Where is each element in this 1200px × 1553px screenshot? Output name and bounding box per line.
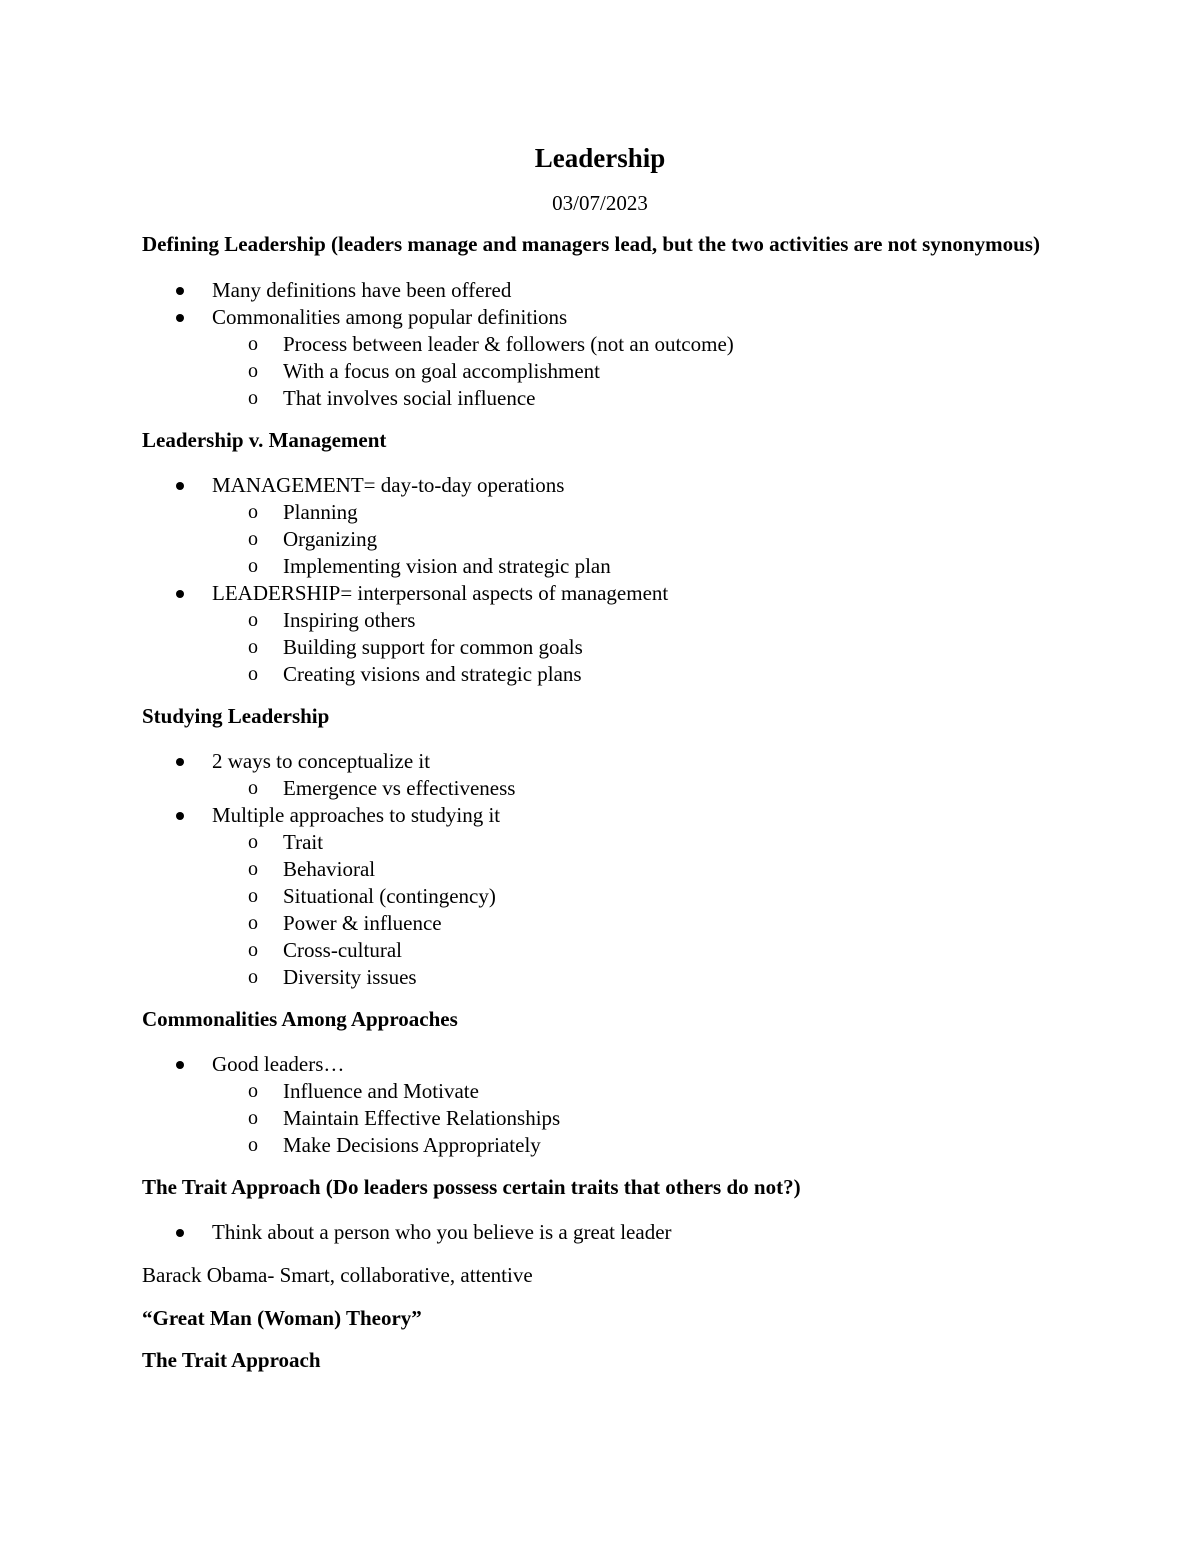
circle-bullet-icon: o	[248, 912, 258, 934]
sub-list-item: o Power & influence	[248, 911, 442, 935]
sub-bullet-list	[212, 499, 1042, 580]
circle-bullet-icon: o	[248, 333, 258, 355]
sub-list-item: o Creating visions and strategic plans	[248, 662, 582, 686]
list-item: Multiple approaches to studying it o Trait o Behavioral o Situational (contingency) o Power & influence o Cross-cultural o Diversity issues	[142, 802, 1042, 991]
circle-bullet-icon: o	[248, 858, 258, 880]
section-heading-defining-leadership: Defining Leadership (leaders manage and managers lead, but the two activities are not synonymous)	[142, 232, 1040, 256]
bullet-icon	[176, 590, 184, 598]
bullet-icon	[176, 287, 184, 295]
circle-bullet-icon: o	[248, 1134, 258, 1156]
list-item: 2 ways to conceptualize it o Emergence vs effectiveness	[142, 748, 1042, 802]
circle-bullet-icon: o	[248, 501, 258, 523]
circle-bullet-icon: o	[248, 831, 258, 853]
circle-bullet-icon: o	[248, 885, 258, 907]
sub-bullet-list	[212, 775, 1042, 802]
section-heading-commonalities-among-approaches: Commonalities Among Approaches	[142, 1007, 458, 1031]
list-item: Commonalities among popular definitions o Process between leader & followers (not an outcome) o With a focus on goal accomplishment o That involves social influence	[142, 304, 1042, 412]
bullet-icon	[176, 482, 184, 490]
circle-bullet-icon: o	[248, 966, 258, 988]
list-item: Many definitions have been offered	[142, 277, 1042, 304]
bullet-list	[142, 1219, 1042, 1246]
sub-list-item: o Trait	[248, 830, 324, 854]
sub-bullet-list	[212, 829, 1042, 991]
document-title: Leadership	[534, 143, 666, 173]
bullet-list	[142, 1051, 1042, 1159]
sub-bullet-list	[212, 331, 1042, 412]
bullet-icon	[176, 1061, 184, 1069]
bullet-icon	[176, 1229, 184, 1237]
bullet-list	[142, 472, 1042, 688]
circle-bullet-icon: o	[248, 555, 258, 577]
circle-bullet-icon: o	[248, 939, 258, 961]
sub-bullet-list	[212, 1078, 1042, 1159]
section-heading-trait-approach: The Trait Approach	[142, 1348, 321, 1372]
bullet-icon	[176, 314, 184, 322]
sub-list-item: o Building support for common goals	[248, 635, 583, 659]
circle-bullet-icon: o	[248, 387, 258, 409]
sub-list-item: o Inspiring others	[248, 608, 416, 632]
circle-bullet-icon: o	[248, 609, 258, 631]
list-item: LEADERSHIP= interpersonal aspects of management o Inspiring others o Building support for common goals o Creating visions and strategic plans	[142, 580, 1042, 688]
section-heading-studying-leadership: Studying Leadership	[142, 704, 330, 728]
sub-list-item: o Cross-cultural	[248, 938, 402, 962]
sub-list-item: o Diversity issues	[248, 965, 417, 989]
section-heading-trait-approach-question: The Trait Approach (Do leaders possess certain traits that others do not?)	[142, 1175, 801, 1199]
section-heading-leadership-v-management: Leadership v. Management	[142, 428, 387, 452]
sub-list-item: o Maintain Effective Relationships	[248, 1106, 561, 1130]
bullet-icon	[176, 758, 184, 766]
sub-list-item: o Planning	[248, 500, 358, 524]
circle-bullet-icon: o	[248, 528, 258, 550]
circle-bullet-icon: o	[248, 777, 258, 799]
list-item: Good leaders… o Influence and Motivate o Maintain Effective Relationships o Make Decisions Appropriately	[142, 1051, 1042, 1159]
sub-bullet-list	[212, 607, 1042, 688]
document-body	[142, 231, 1042, 1374]
list-item: MANAGEMENT= day-to-day operations o Planning o Organizing o Implementing vision and strategic plan	[142, 472, 1042, 580]
sub-list-item: o Behavioral	[248, 857, 376, 881]
sub-list-item: o Emergence vs effectiveness	[248, 776, 516, 800]
circle-bullet-icon: o	[248, 1080, 258, 1102]
document-date: 03/07/2023	[552, 191, 648, 215]
bullet-icon	[176, 812, 184, 820]
sub-list-item: o Influence and Motivate	[248, 1079, 479, 1103]
sub-list-item: o Situational (contingency)	[248, 884, 496, 908]
sub-list-item: o Process between leader & followers (not an outcome)	[248, 332, 734, 356]
sub-list-item: o Make Decisions Appropriately	[248, 1133, 541, 1157]
list-item: Think about a person who you believe is a great leader	[142, 1219, 1042, 1246]
circle-bullet-icon: o	[248, 360, 258, 382]
circle-bullet-icon: o	[248, 663, 258, 685]
circle-bullet-icon: o	[248, 1107, 258, 1129]
section-heading-great-man-theory: “Great Man (Woman) Theory”	[142, 1306, 422, 1330]
note-paragraph: Barack Obama- Smart, collaborative, attentive	[142, 1263, 533, 1287]
bullet-list	[142, 277, 1042, 412]
sub-list-item: o That involves social influence	[248, 386, 536, 410]
sub-list-item: o Organizing	[248, 527, 378, 551]
circle-bullet-icon: o	[248, 636, 258, 658]
bullet-list	[142, 748, 1042, 991]
sub-list-item: o Implementing vision and strategic plan	[248, 554, 611, 578]
sub-list-item: o With a focus on goal accomplishment	[248, 359, 600, 383]
